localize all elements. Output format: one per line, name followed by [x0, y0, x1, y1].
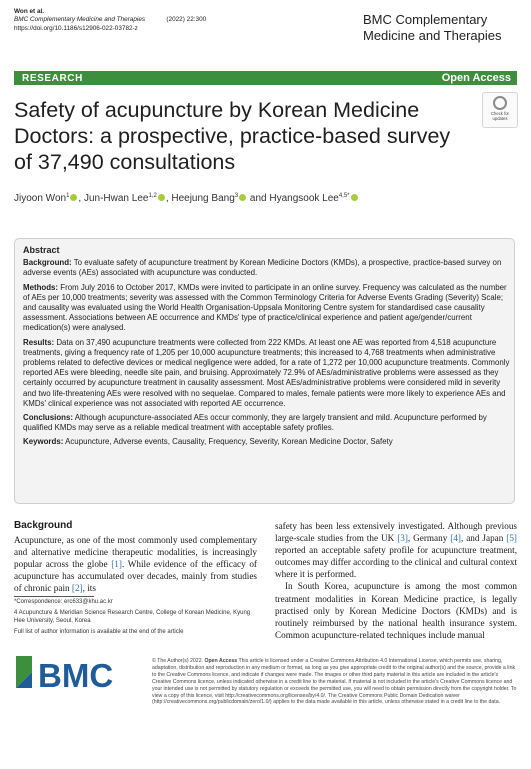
abstract-background	[23, 258, 510, 278]
citation-link[interactable]: [2]	[71, 583, 83, 594]
citation-link[interactable]: [1]	[111, 559, 122, 570]
abstract-label: Results:	[23, 337, 55, 347]
abstract-label: Methods:	[23, 282, 59, 292]
check-for-updates-button[interactable]	[482, 92, 518, 128]
affiliation: 4 Acupuncture & Meridian Science Research Centre, College of Korean Medicine, Kyung Hee University, Seoul, Korea	[14, 610, 251, 624]
body-text: , its	[82, 583, 96, 594]
body-text: safety has been less extensively investigated. Although previous large-scale studies from the UK	[275, 521, 517, 544]
abstract-label: Keywords:	[23, 437, 64, 447]
author-list	[14, 193, 359, 204]
body-text: reported an acceptable safety profile for acupuncture treatment, outcomes may differ according to the clinical and cultural context where it is performed.	[275, 545, 517, 580]
license-body: This article is licensed under a Creative Commons Attribution 4.0 International License, which permits use, sharing, adaptation, distribution and reproduction in any medium or format, as long as you give appropriate credit to the original author(s) and the source, provide a link to the Creative Commons licence, and indicate if changes were made. The images or other third party material in this article are included in the article's Creative Commons licence, unless indicated otherwise in a credit line to the material. If material is not included in the article's Creative Commons licence and your intended use is not permitted by statutory regulation or exceeds the permitted use, you will need to obtain permission directly from the copyright holder. To view a copy of this licence, visit http://creativecommons.org/licenses/by/4.0/. The Creative Commons Public Domain Dedication waiver (http://creativecommons.org/publicdomain/zero/1.0/) applies to the data made available in this article, unless otherwise stated in a credit line to the data.	[152, 658, 517, 706]
copyright: © The Author(s) 2022.	[152, 658, 204, 664]
body-text: . While evidence of the efficacy of acupuncture has accumulated over decades, mainly from studies of chronic pain	[14, 559, 257, 594]
abstract-text: To evaluate safety of acupuncture treatment by Korean Medicine Doctors (KMDs), a prospective, practice-based survey on adverse events (AEs) associated with acupuncture was conducted.	[23, 258, 502, 278]
check-updates-icon	[493, 96, 507, 110]
full-list-note: Full list of author information is available at the end of the article	[14, 629, 184, 635]
abstract	[23, 245, 510, 452]
abstract-text: From July 2016 to October 2017, KMDs were invited to participate in an online survey. Frequency was calculated as the number of AEs per 10,000 treatments; severity was assessed with the Common Terminology Criteria for Adverse Events Grading (Severity) Scale; and causality was evaluated using the World Health Organisation-Uppsala Monitoring Centre system for standardised case causality assessment. Associations between AE occurrence and KMDs' type of practice/clinical experience and patient age/gender/current medication(s) were analysed.	[23, 282, 507, 333]
section-heading: Background	[14, 520, 73, 531]
citation-link[interactable]: [4]	[450, 533, 461, 544]
body-paragraph: In South Korea, acupuncture is among the most common treatment modalities in Korean Medicine practice, is legally practised only by Korean Medicine Doctors (KMDs) and is routinely reimbursed by the national health insurance system. Common acupuncture-related techniques include manual	[275, 581, 517, 640]
license-text	[152, 658, 517, 706]
author-name[interactable]: and Hyangsook Lee	[247, 193, 339, 204]
abstract-methods	[23, 283, 510, 334]
abstract-text: Although acupuncture-associated AEs occur commonly, they are largely transient and mild. Acupuncture performed by qualified KMDs may serve as a reliable medical treatment with acceptable safety profiles.	[23, 413, 487, 433]
abstract-heading: Abstract	[23, 245, 60, 255]
article-title: Safety of acupuncture by Korean Medicine Doctors: a prospective, practice-based survey of 37,490 consultations	[14, 98, 451, 174]
orcid-icon[interactable]	[158, 194, 165, 201]
correspondence[interactable]: *Correspondence: erc633@khu.ac.kr	[14, 599, 113, 605]
bmc-logo	[14, 650, 134, 694]
body-left-column	[14, 520, 257, 595]
citation-link[interactable]: [3]	[397, 533, 408, 544]
journal-italic: BMC Complementary Medicine and Therapies	[14, 16, 146, 24]
affiliation-sup: 1,2	[148, 193, 157, 199]
body-right-column	[275, 520, 517, 641]
author-name[interactable]: Jiyoon Won	[14, 193, 67, 204]
orcid-icon[interactable]	[351, 194, 358, 201]
orcid-icon[interactable]	[239, 194, 246, 201]
abstract-label: Conclusions:	[23, 413, 73, 423]
body-text: Acupuncture, as one of the most commonly used complementary and alternative medicine therapeutic modalities, is increasingly popular across the globe	[14, 535, 257, 570]
article-meta	[14, 8, 206, 33]
abstract-text: Data on 37,490 acupuncture treatments were collected from 222 KMDs. At least one AE was reported from 4,518 acupuncture treatments, giving a frequency rate of 1,205 per 10,000 acupuncture treatments; this increased to 4,768 treatments when administrative problems related to defective devices or medical negligence were added, for a rate of 1,272 per 10,000 acupuncture treatments. Commonly reported AEs were bleeding, needle site pain, and bruising. Approximately 72.9% of AEs/administrative problems were assessed as they certainly occurred by acupuncture treatment in causality assessment. Most AEs/administrative problems were considered mild in severity and two life-threatening AEs were resolved with no sequelae. Compared to males, female patients were more likely to experience AEs and KMDs' clinical experience was not associated with reported AE occurrence.	[23, 337, 510, 408]
body-paragraph	[14, 534, 257, 594]
body-paragraph	[275, 520, 517, 580]
body-text: , Germany	[407, 533, 451, 544]
journal-name	[363, 12, 513, 44]
journal-name-line2: Medicine and Therapies	[363, 28, 502, 43]
body-text: , and Japan	[460, 533, 507, 544]
abstract-text: Acupuncture, Adverse events, Causality, Frequency, Severity, Korean Medicine Doctor, Safety	[63, 437, 393, 447]
affiliation-sup: 3	[234, 193, 239, 199]
orcid-icon[interactable]	[70, 194, 77, 201]
abstract-conclusions	[23, 413, 510, 433]
open-access-bold: Open Access	[203, 658, 238, 664]
open-access-label: Open Access	[441, 72, 511, 84]
abstract-label: Background:	[23, 258, 72, 268]
author-name[interactable]: , Heejung Bang	[165, 193, 235, 204]
footnote	[14, 598, 257, 639]
citation-link[interactable]: [5]	[506, 533, 517, 544]
year-page: (2022) 22:300	[166, 16, 207, 24]
check-updates-line2: updates	[492, 116, 508, 121]
affiliation-sup: 4,5*	[338, 193, 350, 199]
journal-name-line1: BMC Complementary	[363, 12, 488, 27]
affiliation-sup: 1	[66, 193, 70, 199]
author-name[interactable]: , Jun-Hwan Lee	[78, 193, 149, 204]
footnote-rule	[14, 596, 94, 597]
abstract-keywords	[23, 437, 510, 447]
doi-link[interactable]: https://doi.org/10.1186/s12906-022-03782-z	[14, 24, 138, 32]
check-updates-line1: Check for	[491, 111, 509, 116]
abstract-results	[23, 338, 510, 409]
running-author: Won et al.	[14, 8, 45, 15]
section-label: RESEARCH	[22, 73, 83, 84]
logo-text: BMC	[38, 657, 114, 694]
